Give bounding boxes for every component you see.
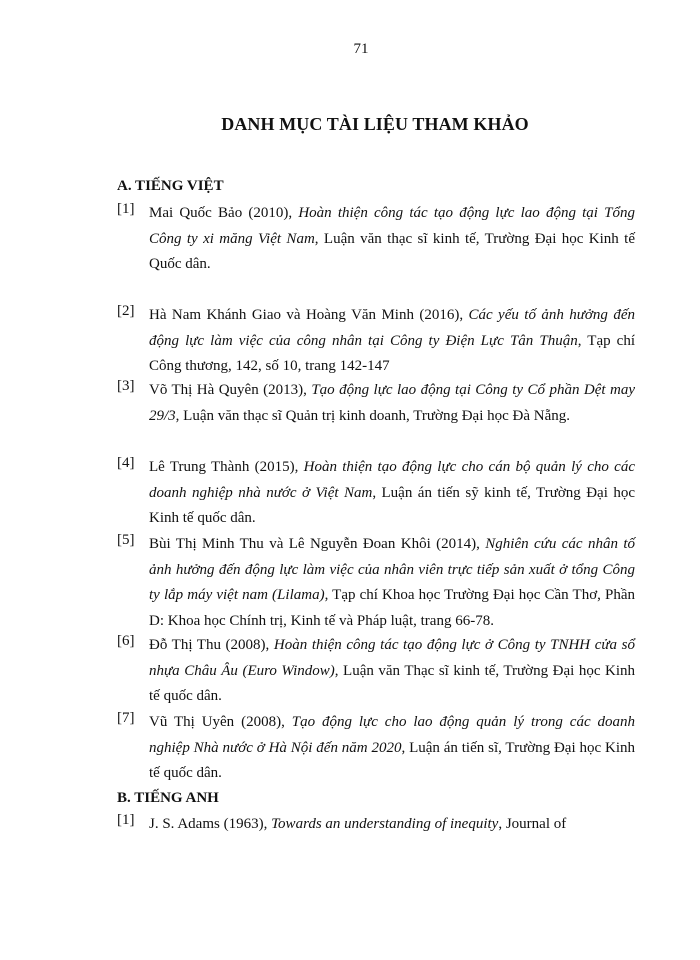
page-title: DANH MỤC TÀI LIỆU THAM KHẢO	[221, 114, 529, 134]
reference-number: [4]	[117, 455, 135, 471]
reference-number: [6]	[117, 633, 135, 649]
reference-authors: Đỗ Thị Thu (2008),	[149, 637, 274, 653]
reference-number: [1]	[117, 812, 135, 828]
reference-authors: Võ Thị Hà Quyên (2013),	[149, 382, 312, 398]
reference-work-title: Hoàn thiện tạo động lực cho cán bộ quản lý cho các doanh nghiệp nhà nước ở Việt Nam	[149, 459, 635, 501]
reference-details: , Luận văn thạc sĩ kinh tế, Trường Đại học Kinh tế Quốc dân.	[149, 230, 635, 272]
reference-authors: Vũ Thị Uyên (2008),	[149, 714, 292, 730]
reference-number: [7]	[117, 710, 135, 726]
reference-item	[117, 378, 635, 429]
reference-item	[117, 633, 635, 710]
reference-work-title: Tạo động lực cho lao động quản lý trong các doanh nghiệp Nhà nước ở Hà Nội đến năm 2020	[149, 714, 636, 756]
reference-number: [1]	[117, 201, 135, 217]
reference-item	[117, 812, 635, 838]
reference-text	[149, 455, 635, 532]
reference-authors: Bùi Thị Minh Thu và Lê Nguyễn Đoan Khôi (2014),	[149, 536, 486, 552]
reference-authors: Mai Quốc Bảo (2010),	[149, 205, 299, 221]
reference-authors: Lê Trung Thành (2015),	[149, 459, 304, 475]
reference-details: , Journal of	[498, 816, 567, 832]
reference-text	[149, 633, 635, 710]
reference-number: [2]	[117, 303, 135, 319]
reference-item	[117, 710, 635, 787]
reference-text	[149, 710, 635, 787]
reference-text	[149, 812, 635, 838]
reference-work-title: Hoàn thiện công tác tạo động lực ở Công ty TNHH cửa sổ nhựa Châu Âu (Euro Window)	[149, 637, 635, 679]
reference-number: [3]	[117, 378, 135, 394]
reference-details: , Luận văn Thạc sĩ kinh tế, Trường Đại học Kinh tế quốc dân.	[149, 662, 636, 704]
page-number: 71	[353, 41, 369, 57]
reference-details: , Luận văn thạc sĩ Quản trị kinh doanh, Trường Đại học Đà Nẵng.	[175, 407, 571, 424]
reference-work-title: Hoàn thiện công tác tạo động lực lao động tại Tổng Công ty xi măng Việt Nam	[149, 205, 636, 247]
reference-work-title: Các yếu tố ảnh hưởng đến động lực làm việc của công nhân tại Công ty Điện Lực Tân Thuận	[149, 307, 635, 349]
reference-details: , Tạp chí Khoa học Trường Đại học Cần Thơ, Phần D: Khoa học Chính trị, Kinh tế và Pháp luật, trang 66-78.	[149, 587, 635, 629]
section-heading-english: B. TIẾNG ANH	[117, 790, 219, 806]
reference-text	[149, 532, 635, 634]
reference-text	[149, 201, 635, 278]
reference-work-title: Nghiên cứu các nhân tố ảnh hưởng đến động lực làm việc của nhân viên trực tiếp sản xuất ở tổng Công ty lắp máy việt nam (Lilama)	[149, 536, 636, 603]
reference-text	[149, 378, 635, 429]
reference-item	[117, 201, 635, 278]
reference-authors: Hà Nam Khánh Giao và Hoàng Văn Minh (2016),	[149, 307, 469, 323]
reference-details: , Luận án tiến sĩ, Trường Đại học Kinh tế quốc dân.	[149, 739, 635, 781]
reference-item	[117, 303, 635, 380]
reference-text	[149, 303, 635, 380]
reference-details: , Tạp chí Công thương, 142, số 10, trang 142-147	[149, 332, 636, 374]
reference-authors: J. S. Adams (1963),	[149, 816, 272, 832]
section-heading-vietnamese: A. TIẾNG VIỆT	[117, 178, 224, 194]
reference-work-title: Towards an understanding of inequity	[271, 816, 499, 832]
reference-work-title: Tạo động lực lao động tại Công ty Cổ phần Dệt may 29/3	[149, 382, 635, 424]
reference-details: , Luận án tiến sỹ kinh tế, Trường Đại học Kinh tế quốc dân.	[149, 484, 635, 526]
reference-number: [5]	[117, 532, 135, 548]
reference-item	[117, 455, 635, 532]
reference-item	[117, 532, 635, 634]
